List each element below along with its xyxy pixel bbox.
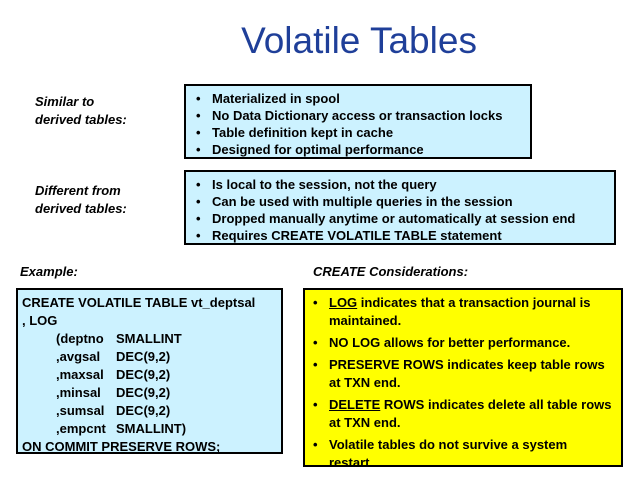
column-type: DEC(9,2): [116, 367, 171, 382]
column-name: ,maxsal: [56, 367, 104, 382]
column-name: (deptno: [56, 331, 104, 346]
consideration-item: [313, 396, 613, 432]
different-item: • Can be used with multiple queries in the session: [190, 193, 610, 210]
column-type: DEC(9,2): [116, 385, 171, 400]
similar-item: • Materialized in spool: [190, 90, 526, 107]
column-type: DEC(9,2): [116, 349, 171, 364]
consideration-item: [313, 436, 613, 472]
different-box: [184, 170, 616, 245]
code-column-row: [22, 402, 277, 420]
column-name: ,sumsal: [56, 403, 105, 418]
example-label: Example:: [20, 264, 78, 279]
page-title: Volatile Tables: [241, 20, 477, 61]
different-item: • Dropped manually anytime or automatically at session end: [190, 210, 610, 227]
consideration-text: ROWS indicates delete all table rows at TXN end.: [329, 397, 612, 430]
code-line: , LOG: [22, 313, 58, 328]
code-column-row: [22, 384, 277, 402]
column-name: ,minsal: [56, 385, 101, 400]
different-label-line1: Different from: [35, 183, 121, 198]
column-type: DEC(9,2): [116, 403, 171, 418]
column-type: SMALLINT): [116, 421, 187, 436]
column-name: ,empcnt: [56, 421, 106, 436]
different-label-line2: derived tables:: [35, 201, 127, 216]
similar-label: [35, 93, 127, 129]
different-label: [35, 182, 127, 218]
different-item: • Is local to the session, not the query: [190, 176, 610, 193]
column-name: ,avgsal: [56, 349, 101, 364]
code-line: CREATE VOLATILE TABLE vt_deptsal: [22, 295, 256, 310]
code-column-row: [22, 366, 277, 384]
consideration-keyword: LOG: [329, 295, 358, 310]
similar-label-line2: derived tables:: [35, 112, 127, 127]
consideration-text: Volatile tables do not survive a system restart.: [329, 437, 568, 470]
example-code-box: [16, 288, 283, 454]
consideration-keyword: DELETE: [329, 397, 381, 412]
consideration-item: [313, 294, 613, 330]
code-column-row: [22, 420, 277, 438]
considerations-label: CREATE Considerations:: [313, 264, 469, 279]
considerations-box: [303, 288, 623, 470]
code-line: ON COMMIT PRESERVE ROWS;: [22, 439, 221, 454]
code-column-row: [22, 348, 277, 366]
similar-item: • Designed for optimal performance: [190, 141, 526, 158]
similar-item: • No Data Dictionary access or transaction locks: [190, 107, 526, 124]
consideration-item: [313, 356, 613, 392]
consideration-text: indicates that a transaction journal is maintained.: [329, 295, 591, 328]
different-item: • Requires CREATE VOLATILE TABLE statement: [190, 227, 610, 244]
similar-box: [184, 84, 532, 159]
similar-label-line1: Similar to: [35, 94, 95, 109]
similar-item: • Table definition kept in cache: [190, 124, 526, 141]
code-column-row: [22, 330, 277, 348]
consideration-text: NO LOG allows for better performance.: [329, 335, 571, 350]
consideration-item: [313, 334, 613, 352]
column-type: SMALLINT: [116, 331, 182, 346]
consideration-text: PRESERVE ROWS indicates keep table rows at TXN end.: [329, 357, 605, 390]
